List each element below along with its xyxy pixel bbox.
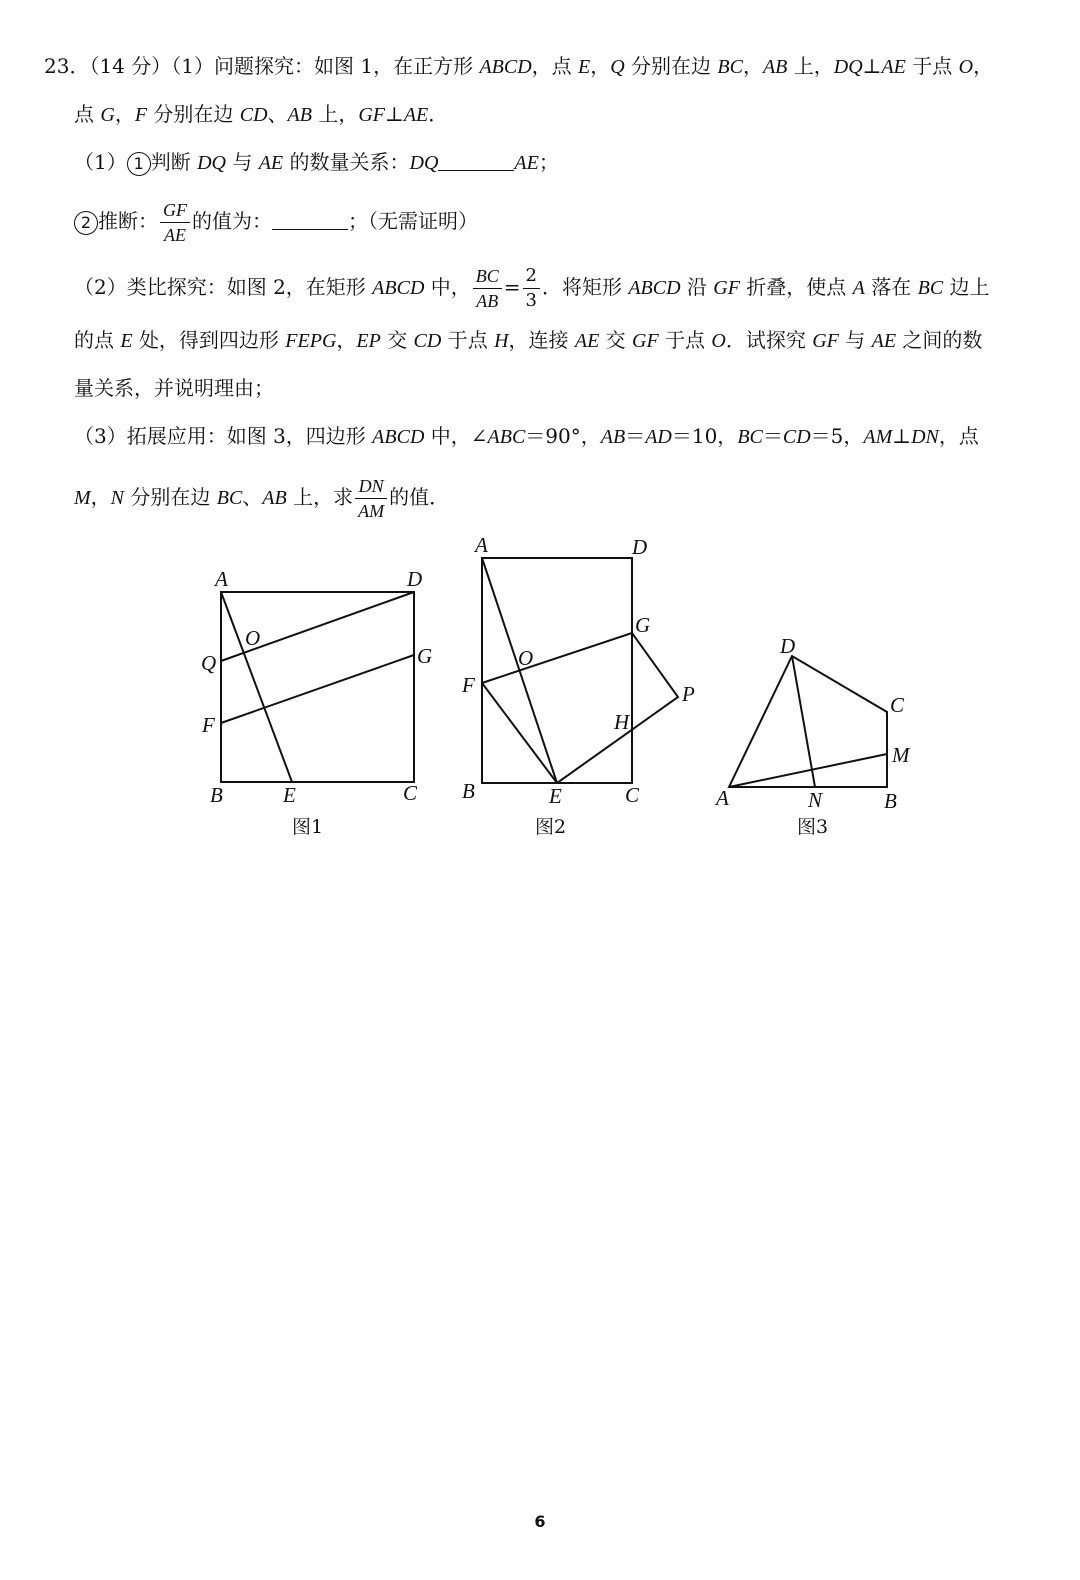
fig3-quadrilateral <box>729 656 887 787</box>
fig3-label-d: D <box>780 634 796 658</box>
fig3-segment-am <box>729 754 887 787</box>
figure-2-geometry <box>482 558 678 783</box>
fig1-label-b: B <box>210 783 223 807</box>
fig3-label-b: B <box>884 789 897 813</box>
fraction-dn-am: $\frac{DN}{AM}$ <box>355 474 387 523</box>
fig3-caption: 图3 <box>797 816 829 838</box>
fig2-segment-ae <box>482 558 557 783</box>
fig3-label-a: A <box>716 786 729 810</box>
page-number: 6 <box>534 1512 546 1531</box>
fig2-label-h: H <box>614 710 630 734</box>
fraction-2-3: $\frac{2}{3}$ <box>523 264 540 313</box>
sub-question-1: （1） 1 判断 DQ 与 AE 的数量关系：DQ AE； <box>74 150 559 174</box>
answer-blank-1[interactable] <box>438 150 514 171</box>
fig3-segment-dn <box>792 656 815 787</box>
fig2-label-b: B <box>462 779 475 803</box>
fig3-label-n: N <box>808 788 823 812</box>
fraction-gf-ae: $\frac{GF}{AE}$ <box>160 198 190 247</box>
part-3-line-1: （3）拓展应用：如图 3，四边形 ABCD 中，∠ABC＝90°，AB＝AD＝10，BC＝CD＝5，AM⊥DN，点 <box>74 424 979 448</box>
sub-question-2: 2 推断： $\frac{GF}{AE}$ 的值为： ；（无需证明） <box>74 196 478 247</box>
fig2-label-a: A <box>475 533 488 557</box>
fig1-label-d: D <box>407 567 423 591</box>
fig2-label-c: C <box>625 783 640 807</box>
fig1-segment-ae <box>221 592 292 782</box>
fig2-segment-fe <box>482 683 557 783</box>
fig2-label-p: P <box>682 682 695 706</box>
fig2-label-d: D <box>632 535 648 559</box>
fig2-segment-fg <box>482 633 632 683</box>
figure-1-geometry <box>221 592 414 782</box>
figure-3-geometry <box>729 656 887 787</box>
fig3-label-m: M <box>892 743 910 767</box>
fraction-bc-ab: $\frac{BC}{AB}$ <box>473 264 502 313</box>
circled-number-2: 2 <box>74 211 98 235</box>
fig2-segment-epg <box>557 633 678 783</box>
fig2-rectangle <box>482 558 632 783</box>
problem-score: （14 分） <box>89 54 172 78</box>
fig2-label-o: O <box>518 646 534 670</box>
fig2-label-e: E <box>549 784 562 808</box>
fig1-label-g: G <box>417 644 433 668</box>
problem-line-1: 23．（14 分）（1）问题探究：如图 1，在正方形 ABCD，点 E，Q 分别在边 BC，AB 上，DQ⊥AE 于点 O， <box>44 54 994 78</box>
fig2-label-f: F <box>462 673 475 697</box>
fig1-label-q: Q <box>201 651 217 675</box>
problem-number: 23． <box>44 54 90 78</box>
problem-line-2: 点 G，F 分别在边 CD、AB 上，GF⊥AE． <box>74 102 449 126</box>
fig2-caption: 图2 <box>535 816 567 838</box>
fig1-label-a: A <box>215 567 228 591</box>
fig1-caption: 图1 <box>292 816 324 838</box>
fig1-label-e: E <box>283 783 296 807</box>
fig1-square <box>221 592 414 782</box>
fig1-label-c: C <box>403 781 418 805</box>
part-2-line-1: （2）类比探究：如图 2，在矩形 ABCD 中， $\frac{BC}{AB}$ = $\frac{2}{3}$ ．将矩形 ABCD 沿 GF 折叠，使点 A 落在 BC 边上 <box>74 265 990 311</box>
fig3-label-c: C <box>890 693 905 717</box>
answer-blank-2[interactable] <box>272 209 348 230</box>
fig1-label-o: O <box>245 626 261 650</box>
fig1-label-f: F <box>202 713 215 737</box>
part-2-line-3: 量关系，并说明理由； <box>74 376 274 400</box>
fig1-segment-dq <box>221 592 414 661</box>
part-3-line-2: M，N 分别在边 BC、AB 上，求 $\frac{DN}{AM}$ 的值． <box>74 476 450 521</box>
fig2-label-g: G <box>635 613 651 637</box>
circled-number-1: 1 <box>127 152 151 176</box>
part-2-line-2: 的点 E 处，得到四边形 FEPG，EP 交 CD 于点 H，连接 AE 交 GF 于点 O．试探究 GF 与 AE 之间的数 <box>74 328 983 352</box>
fig1-segment-gf <box>221 655 414 723</box>
